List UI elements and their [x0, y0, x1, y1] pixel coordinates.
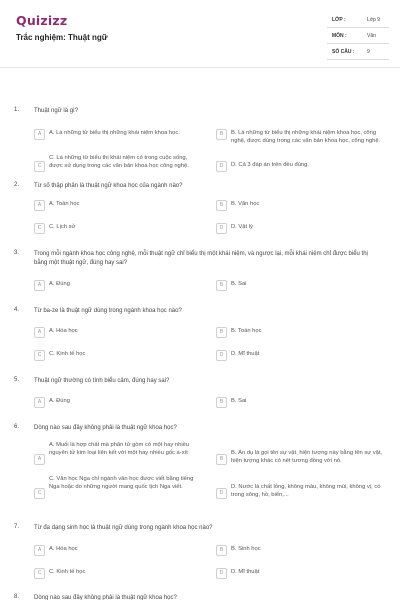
question-number: 3.: [14, 250, 20, 256]
question-text: Từ ba-ze là thuật ngữ dùng trong ngành khoa học nào?: [34, 308, 182, 314]
option-letter-box: B: [216, 200, 227, 211]
question-text: Thuật ngữ thường có tính biểu cảm, đúng hay sai?: [34, 378, 170, 384]
option-text: D. Nước là chất lỏng, không màu, không mùi, không vị, có trong sông, hồ, biển,...: [231, 484, 381, 498]
meta-label: SỐ CÂU :: [332, 49, 355, 55]
option-letter-box: D: [216, 350, 227, 361]
question-text: Dòng nào sau đây không phải là thuật ngữ khoa học?: [34, 425, 177, 431]
option-letter-box: C: [34, 568, 45, 579]
question-text: Từ số thập phân là thuật ngữ khoa học của ngành nào?: [34, 183, 183, 189]
option-letter-box: A: [34, 280, 45, 291]
option-letter-box: A: [34, 454, 45, 465]
worksheet-title: Trắc nghiệm: Thuật ngữ: [16, 33, 108, 42]
question-text: Dòng nào sau đây không phải là thuật ngữ khoa học?: [34, 595, 177, 600]
option-text: B. Sai: [231, 398, 247, 404]
question-number: 5.: [14, 377, 20, 383]
meta-label: MÔN :: [332, 33, 347, 39]
option-letter-box: D: [216, 161, 227, 172]
option-letter-box: D: [216, 568, 227, 579]
option-text: B. Ẩn dụ là gọi tên sự vật, hiện tượng này bằng tên sự vật, hiện tượng khác có nét tương đồng với nó.: [231, 450, 383, 464]
quizizz-logo: Quizizz: [16, 13, 68, 28]
option-letter-box: B: [216, 129, 227, 140]
option-text: C. Là những từ biểu thị khái niệm có trong cuộc sống, được sử dụng trong các văn bản khoa học công nghệ.: [49, 155, 189, 169]
question-text: Trong mỗi ngành khoa học công nghệ, mỗi thuật ngữ chỉ biểu thị một khái niệm, và ngược lại, mỗi khái niệm chỉ được biểu thị bằng một thuật ngữ, đúng hay sai?: [34, 251, 368, 266]
meta-value: Lớp 9: [367, 17, 381, 23]
question-number: 6.: [14, 424, 20, 430]
question-number: 1.: [14, 107, 20, 113]
option-letter-box: A: [34, 129, 45, 140]
option-letter-box: A: [34, 327, 45, 338]
meta-row-grade: [327, 12, 389, 28]
option-text: A. Hóa học: [49, 546, 78, 552]
meta-row-subject: [327, 28, 389, 44]
question-text: Thuật ngữ là gì?: [34, 108, 79, 114]
question-number: 7.: [14, 524, 20, 530]
option-text: D. Vật lý: [231, 224, 253, 230]
option-text: D. Cả 3 đáp án trên đều đúng.: [231, 162, 309, 168]
meta-value: Văn: [367, 33, 376, 39]
meta-row-count: [327, 44, 389, 60]
option-text: D. Mĩ thuật: [231, 569, 260, 575]
option-letter-box: B: [216, 280, 227, 291]
meta-value: 9: [367, 49, 370, 55]
option-text: A. Toán học: [49, 201, 80, 207]
option-letter-box: A: [34, 545, 45, 556]
option-text: A. Là những từ biểu thị những khái niệm khoa học.: [49, 130, 180, 136]
question-number: 2.: [14, 182, 20, 188]
header-divider: [0, 67, 400, 68]
option-text: B. Sinh học: [231, 546, 261, 552]
option-text: B. Sai: [231, 281, 247, 287]
question-text: Từ đa dạng sinh học là thuật ngữ dùng trong ngành khoa học nào?: [34, 525, 213, 531]
option-letter-box: D: [216, 223, 227, 234]
option-letter-box: B: [216, 327, 227, 338]
option-text: C. Kinh tế học: [49, 569, 86, 575]
option-letter-box: B: [216, 454, 227, 465]
option-letter-box: C: [34, 161, 45, 172]
option-text: B. Là những từ biểu thị những khái niệm khoa học, công nghệ, được dùng trong các văn bản khoa học, công nghệ.: [231, 130, 381, 144]
option-letter-box: C: [34, 488, 45, 499]
option-letter-box: D: [216, 488, 227, 499]
meta-label: LỚP :: [332, 17, 346, 23]
option-letter-box: B: [216, 545, 227, 556]
question-number: 4.: [14, 307, 20, 313]
option-text: C. Kinh tế học: [49, 351, 86, 357]
option-text: A. Đúng: [49, 398, 70, 404]
worksheet-header: [0, 0, 400, 60]
option-text: C. Lịch sử: [49, 224, 76, 230]
option-text: A. Hóa học: [49, 328, 78, 334]
option-text: C. Văn học Nga chỉ ngành văn học được viết bằng tiếng Nga hoặc do những người mang quốc tịch Nga viết.: [49, 476, 194, 490]
option-text: A. Đúng: [49, 281, 70, 287]
option-letter-box: A: [34, 200, 45, 211]
meta-table: [327, 12, 389, 60]
option-text: B. Toán học: [231, 328, 262, 334]
option-letter-box: C: [34, 350, 45, 361]
option-letter-box: B: [216, 397, 227, 408]
option-text: A. Muối là hợp chất mà phân tử gồm có một hay nhiều nguyên tử kim loại liên kết với một hay nhiều gốc a-xít: [49, 442, 190, 456]
option-text: B. Văn học: [231, 201, 260, 207]
option-letter-box: C: [34, 223, 45, 234]
question-number: 8.: [14, 594, 20, 600]
option-letter-box: A: [34, 397, 45, 408]
option-text: D. Mĩ thuật: [231, 351, 260, 357]
